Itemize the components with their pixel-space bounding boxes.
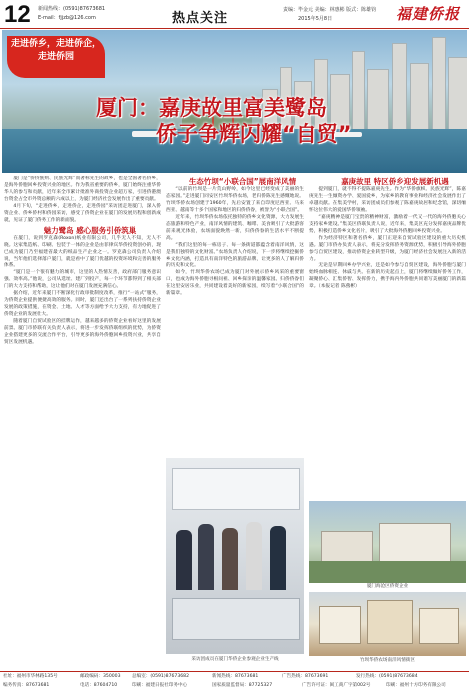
paragraph: 厦门是“侨侨族则、民族光辉”而著称先生的故乡，也是全国著名侨乡，是海外侨胞回乡投资兴业的地区。作为我省重要的侨乡，厦门始终注重华侨华人的参与和贡献，近年来全市累计批准外商投资企业超万家，引进侨港澳台资金占全市外资总额的六成以上，为厦门经济社会发展作出了重要贡献。 bbox=[4, 176, 161, 202]
photo-industrial-park bbox=[309, 501, 466, 583]
article-column-3 bbox=[309, 176, 466, 498]
headline-line-2: 侨子争辉闪耀“自贸” bbox=[156, 122, 352, 146]
footer-ad-hotline: 广告热线：87673691 bbox=[282, 674, 329, 679]
footer-news-hotline: 新闻热线：87673681 bbox=[212, 674, 259, 679]
badge-line-1: 走进侨乡，走进侨企， bbox=[10, 39, 101, 49]
caption-right-bottom-photo: 竹坝华侨农场南洋风情街区 bbox=[359, 658, 416, 663]
page-number: 12 bbox=[4, 1, 31, 28]
campaign-badge bbox=[7, 36, 105, 78]
news-hotline: 新闻热线：(0591)87673681 bbox=[38, 6, 106, 12]
footer-address: 社址：福州市华林路135号 bbox=[3, 674, 58, 679]
subheading-2: 生态竹坝“小联合国”展南洋风情 bbox=[188, 177, 297, 186]
paragraph: 4月下旬，“走进侨乡，走进侨企，走进侨园”采访团走进厦门，深入侨资企业、侨乡侨村和侨园采访，感受了侨资企业在厦门的发展历程和创新成就，见证了厦门侨务工作的新面貌。 bbox=[4, 203, 161, 223]
footer-printing-company: 印刷：福州十方印务有限公司 bbox=[386, 683, 446, 688]
paragraph: 随着厦门自贸试验区的挂牌运作，越来越多的侨资企业看好这里的发展前景。厦门市侨联有关负责人表示，将进一步发挥侨联组织的优势，为侨资企业搭建更多的交流合作平台，引导更多的海外侨胞回乡投资兴业，共享自贸区发展机遇。 bbox=[4, 319, 161, 345]
paragraph: “以前的竹坝是一片荒山野岭，如今这里已经变成了美丽的生态家园。”走进厦门同安区竹坝华侨农场，老归侨陈先生感慨地说。竹坝华侨农场创建于1960年，先后安置了来自印度尼西亚、马来西亚、越南等十多个国家和地区的归侨侨眷，被誉为“小联合国”。 bbox=[166, 187, 304, 213]
caption-right-top-photo: 厦门海沧区侨资企业 bbox=[366, 584, 409, 589]
footer-fax: 编务传真：87673681 bbox=[3, 683, 50, 688]
footer-ad-license: 广告许可证：闽工商广字第002号 bbox=[302, 683, 371, 688]
newspaper-logo: 福建侨报 bbox=[396, 5, 461, 23]
photo-nanyang-street bbox=[309, 592, 466, 656]
paragraph: 在厦门，说到罗克森(Roxon)纸业有限公司，几乎无人不知，无人不晓。这家集造纸、印刷、包装于一体的企业是由菲律宾华侨投资创办的，现已成为厦门乃至福建省最大的纸品生产企业之一。罗克森公司负责人介绍说，当年他们选择落户厦门，就是看中了厦门优越的投资环境和完善的服务体系。 bbox=[4, 235, 161, 269]
badge-line-2: 走进侨园 bbox=[37, 52, 74, 62]
issue-date: 2015年5月8日 bbox=[298, 16, 333, 22]
footer-quality-bureau: 国家质量监督局：87725327 bbox=[212, 683, 273, 688]
subheading-1: 魅力鹭岛 感心服务引侨筑巢 bbox=[43, 225, 137, 235]
subheading-3: 嘉庚故里 特区侨乡迎发展新机遇 bbox=[341, 177, 449, 186]
footer-editorial-office: 总编室：(0591)87673682 bbox=[132, 674, 190, 679]
paragraph: 作为经济特区和著名侨乡，厦门正迎来自贸试验区建设的重大历史机遇。厦门市侨办负责人表示，将充分发挥侨务资源优势，积极引导海外侨胞参与自贸区建设，推动侨资企业转型升级，为厦门经济社会发展注入新的活力。 bbox=[309, 235, 466, 262]
caption-middle-photo: 采访团成员在厦门华侨企业参观企业生产线 bbox=[191, 657, 279, 662]
paragraph: 无论是早期回乡办学兴业，还是如今参与自贸区建设，海外侨胞与厦门始终血脉相连、休戚与共。在新的历史起点上，厦门将继续做好侨务工作，凝聚侨心、汇集侨智、发挥侨力，携手海内外侨胞共同谱写美丽厦门的新篇章。（本报记者 陈燕彬） bbox=[309, 263, 466, 290]
editors-line: 责编：毕金元 美编：林惠彬 版式：陈雄钧 bbox=[283, 7, 377, 13]
paragraph: 据介绍，近年来厦门不断深化行政审批制度改革，推行“一站式”服务，为侨资企业提供便捷高效的服务。同时，厦门还出台了一系列扶持侨资企业发展的政策措施，在资金、土地、人才等方面给予大力支持，有力地促进了侨资企业的发展壮大。 bbox=[4, 291, 161, 318]
footer-postcode: 邮政编码：350003 bbox=[80, 674, 121, 679]
article-column-2 bbox=[166, 176, 304, 454]
article-column-1 bbox=[4, 176, 161, 668]
paragraph: 提到厦门，就不得不提陈嘉庚先生。作为“华侨旗帜、民族光辉”，陈嘉庚先生一生倾资办学、爱国爱乡，为家乡的教育事业和经济社会发展作出了卓越贡献。在集美学村，采访团成员们参观了陈嘉庚故居和纪念馆，深切缅怀这位伟大的爱国华侨领袖。 bbox=[309, 187, 466, 213]
page-footer bbox=[0, 671, 469, 693]
paragraph: “嘉庚精神是厦门宝贵的精神财富，激励着一代又一代的海外侨胞关心支持家乡建设。”集美区侨联负责人说，近年来，集美区充分发挥嘉庚品牌优势，积极打造侨乡文化名片，吸引了大批海外侨胞回乡投资兴业。 bbox=[309, 214, 466, 234]
contact-email: E-mail：fjjzb@126.com bbox=[38, 15, 96, 21]
paragraph: 如今，竹坝华侨农场已成为厦门对外展示侨乡风采的重要窗口，也成为海外侨胞寻根问祖、回乡探亲的温馨家园。归侨侨眷们在这里安居乐业，共同建设着美好的新家园，续写着“小联合国”的新篇章。 bbox=[166, 270, 304, 297]
footer-distribution-hotline: 发行热线：(0591)87673684 bbox=[356, 674, 418, 679]
section-title: 热点关注 bbox=[172, 11, 229, 26]
paragraph: 近年来，竹坝华侨农场依托独特的侨乡文化资源，大力发展生态旅游和特色产业，南洋风情的建筑、咖啡、美食吸引了大批游客前来观光体验，农场面貌焕然一新，归侨侨眷的生活水平不断提高。 bbox=[166, 214, 304, 241]
headline-line-1: 厦门：嘉庚故里富美鹭岛 bbox=[96, 96, 327, 120]
paragraph: “我们这里的每一栋房子、每一条街道都蕴含着南洋风情，这是我们独特的文化财富。”农场负责人介绍说，下一步将继续挖掘侨乡文化内涵，打造具有南洋特色的旅游品牌，让更多的人了解归侨的历史和文化。 bbox=[166, 242, 304, 269]
paragraph: “厦门是一个很有魅力的城市，这里的人热情友善，政府部门服务意识强、效率高。”他说，公司从选址、建厂到投产，每一个环节都得到了相关部门的大力支持和帮助，这让他们对在厦门发展充满信心。 bbox=[4, 270, 161, 290]
footer-phone: 电话：87604710 bbox=[80, 683, 118, 688]
page-header bbox=[0, 0, 469, 29]
footer-printer-center: 印刷：福建日报社印务中心 bbox=[132, 683, 188, 688]
photo-factory-visit bbox=[166, 458, 304, 654]
